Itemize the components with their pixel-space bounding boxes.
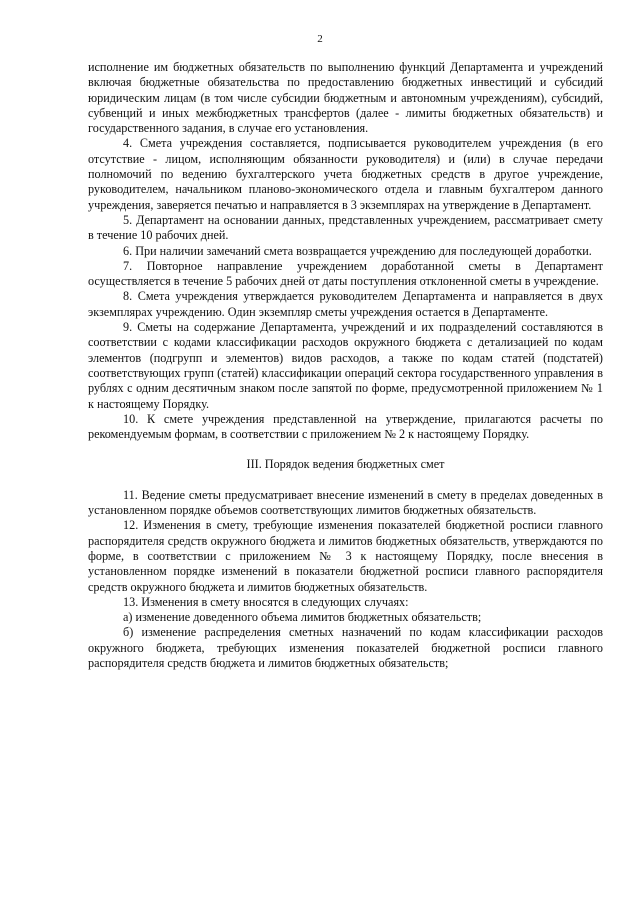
section-heading: III. Порядок ведения бюджетных смет xyxy=(246,457,445,472)
paragraph-item-4: 4. Смета учреждения составляется, подписывается руководителем учреждения (в его отсутствие - лицом, исполняющим обязанности руководителя) и (или) в случае передачи полномочий по ведению бухгалтерского учета бюджетных средств в другое учреждение, руководителем, начальником планово-экономического отдела и главным бухгалтером данного учреждения, заверяется печатью и направляется в 3 экземплярах на утверждение в Департамент. xyxy=(88,136,603,212)
paragraph-item-13a: а) изменение доведенного объема лимитов бюджетных обязательств; xyxy=(123,610,482,625)
paragraph-item-13b: б) изменение распределения сметных назначений по кодам классификации расходов окружного бюджета, требующих изменения показателей бюджетной росписи главного распорядителя средств бюджета и лимитов бюджетных обязательств; xyxy=(88,625,603,670)
paragraph-item-7: 7. Повторное направление учреждением доработанной сметы в Департамент осуществляется в течение 5 рабочих дней от даты поступления отклоненной сметы в учреждение. xyxy=(88,258,603,289)
paragraph-continuation: исполнение им бюджетных обязательств по выполнению функций Департамента и учреждений включая бюджетные обязательства по предоставлению бюджетных инвестиций и субсидий юридическим лицам (в том числе субсидии бюджетным и автономным учреждениям), субсидий, субвенций и иных межбюджетных трансфертов (далее - лимиты бюджетных обязательств) и государственного задания, в случае его установления. xyxy=(88,60,603,136)
document-body xyxy=(88,60,603,671)
paragraph-item-6: 6. При наличии замечаний смета возвращается учреждению для последующей доработки. xyxy=(123,243,592,258)
paragraph-item-10: 10. К смете учреждения представленной на утверждение, прилагаются расчеты по рекомендуемым формам, в соответствии с приложением № 2 к настоящему Порядку. xyxy=(88,411,603,442)
paragraph-item-13: 13. Изменения в смету вносятся в следующих случаях: xyxy=(123,594,409,609)
paragraph-item-11: 11. Ведение сметы предусматривает внесение изменений в смету в пределах доведенных в установленном порядке объемов соответствующих лимитов бюджетных обязательств. xyxy=(88,487,603,518)
paragraph-item-9: 9. Сметы на содержание Департамента, учреждений и их подразделений составляются в соответствии с кодами классификации расходов окружного бюджета с детализацией по кодам элементов (подгрупп и элементов) видов расходов, а также по кодам статей (подстатей) соответствующих групп (статей) классификации операций сектора государственного управления в рублях с одним десятичным знаком после запятой по форме, предусмотренной приложением № 1 к настоящему Порядку. xyxy=(88,320,603,411)
paragraph-item-8: 8. Смета учреждения утверждается руководителем Департамента и направляется в двух экземплярах учреждению. Один экземпляр сметы учреждения остается в Департаменте. xyxy=(88,289,603,319)
page-number: 2 xyxy=(317,33,323,45)
paragraph-item-12: 12. Изменения в смету, требующие изменения показателей бюджетной росписи главного распорядителя средств окружного бюджета и лимитов бюджетных обязательств, утверждаются по форме, в соответствии с приложением № 3 к настоящему Порядку, после внесения в установленном порядке изменений в показатели бюджетной росписи главного распорядителя средств окружного бюджета и лимитов бюджетных обязательств. xyxy=(88,518,603,594)
paragraph-item-5: 5. Департамент на основании данных, представленных учреждением, рассматривает смету в течение 10 рабочих дней. xyxy=(88,212,603,243)
